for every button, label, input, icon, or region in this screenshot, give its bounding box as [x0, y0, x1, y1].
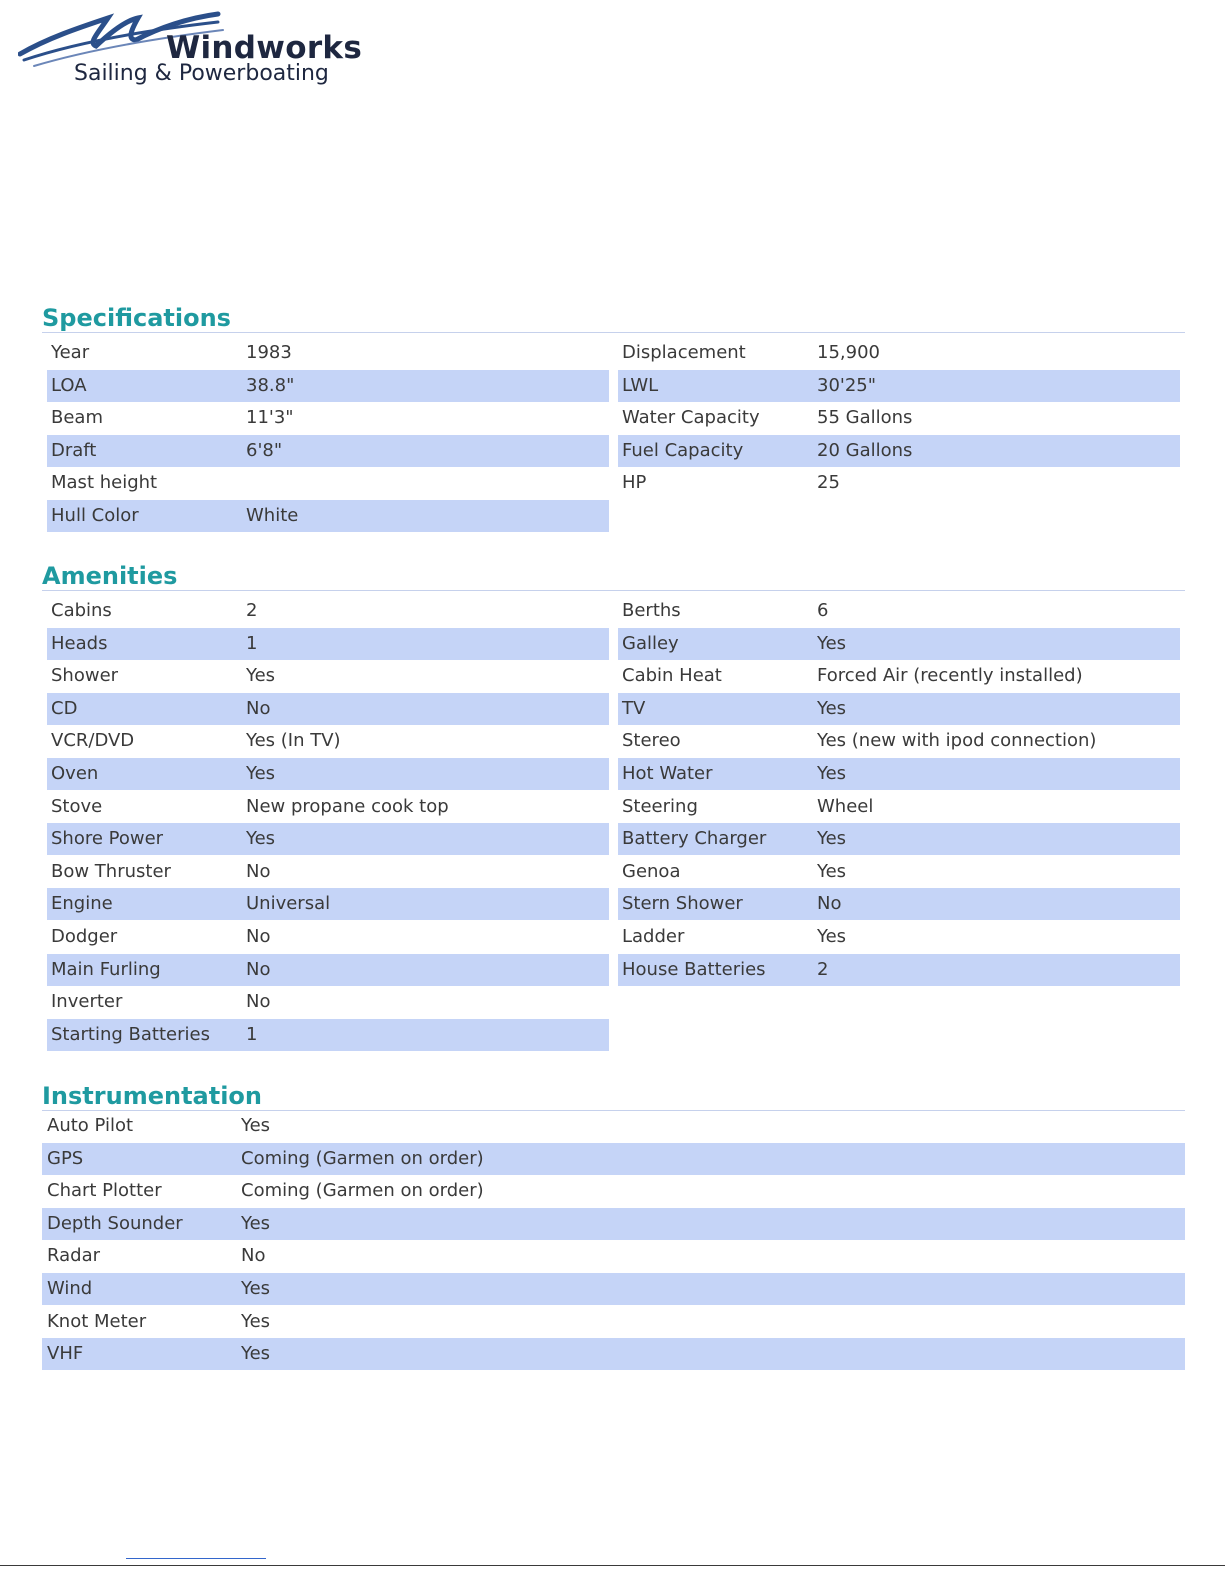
- row-label: Year: [51, 342, 90, 363]
- logo-name: Windworks: [166, 30, 363, 66]
- row-value: Yes: [246, 828, 276, 850]
- row-value: No: [246, 926, 271, 947]
- table-row: [618, 856, 1180, 888]
- row-label: Radar: [47, 1245, 100, 1267]
- row-value: Yes: [241, 1343, 271, 1365]
- table-row: [47, 856, 609, 888]
- table-row: [42, 1143, 1185, 1175]
- table-row: [47, 791, 609, 823]
- row-value: Coming (Garmen on order): [241, 1180, 484, 1202]
- row-value: Yes: [817, 632, 847, 654]
- row-label: Battery Charger: [622, 828, 767, 850]
- table-row: [618, 402, 1180, 434]
- table-row: [47, 1019, 609, 1051]
- table-row: [47, 467, 609, 499]
- table-row: [618, 660, 1180, 692]
- row-value: No: [241, 1245, 266, 1267]
- row-label: Oven: [51, 763, 99, 784]
- row-value: 2: [246, 600, 258, 621]
- row-label: Shower: [51, 665, 119, 687]
- row-label: Dodger: [51, 926, 118, 947]
- row-label: Water Capacity: [622, 407, 760, 429]
- row-label: Hull Color: [51, 505, 139, 526]
- row-label: Chart Plotter: [47, 1180, 162, 1202]
- table-row: [618, 467, 1180, 499]
- table-row: [47, 500, 609, 532]
- row-value: Yes: [817, 828, 847, 850]
- table-row: [618, 595, 1180, 627]
- row-value: Yes (new with ipod connection): [817, 730, 1097, 752]
- row-label: VHF: [47, 1343, 84, 1365]
- amenities-heading: Amenities: [42, 563, 1185, 591]
- table-row: [618, 628, 1180, 660]
- row-value: Yes: [241, 1212, 271, 1234]
- row-label: GPS: [47, 1147, 84, 1169]
- row-label: Shore Power: [51, 828, 164, 850]
- row-value: Yes: [246, 763, 276, 784]
- table-row: [618, 888, 1180, 920]
- row-label: Ladder: [622, 926, 685, 947]
- table-row: [47, 986, 609, 1018]
- row-label: VCR/DVD: [51, 730, 135, 752]
- table-row: [47, 693, 609, 725]
- row-label: Inverter: [51, 991, 123, 1013]
- table-row: [42, 1240, 1185, 1272]
- row-label: TV: [622, 697, 646, 719]
- row-value: 6: [817, 600, 829, 621]
- row-value: 30'25": [817, 374, 877, 396]
- row-label: Berths: [622, 600, 681, 621]
- row-value: 38.8": [246, 374, 295, 396]
- row-value: Yes: [241, 1310, 271, 1332]
- table-row: [618, 954, 1180, 986]
- row-label: Draft: [51, 439, 97, 461]
- row-value: 15,900: [817, 342, 880, 363]
- table-row: [47, 402, 609, 434]
- table-row: [47, 888, 609, 920]
- table-row: [618, 693, 1180, 725]
- row-value: Yes: [817, 926, 847, 947]
- table-row: [618, 791, 1180, 823]
- row-label: Depth Sounder: [47, 1212, 183, 1234]
- row-value: 2: [817, 958, 829, 980]
- row-label: Engine: [51, 893, 113, 915]
- row-value: 6'8": [246, 439, 283, 461]
- row-value: New propane cook top: [246, 795, 449, 817]
- row-label: Steering: [622, 795, 698, 817]
- table-row: [47, 823, 609, 855]
- table-row: [47, 370, 609, 402]
- table-row: [42, 1175, 1185, 1207]
- table-row: [42, 1273, 1185, 1305]
- table-row: [618, 758, 1180, 790]
- row-value: No: [246, 860, 271, 882]
- row-label: LWL: [622, 374, 659, 396]
- row-label: Wind: [47, 1278, 93, 1299]
- instrumentation-heading: Instrumentation: [42, 1083, 1185, 1111]
- row-value: 20 Gallons: [817, 439, 913, 461]
- table-row: [618, 823, 1180, 855]
- row-value: 25: [817, 472, 840, 494]
- row-value: Wheel: [817, 795, 874, 817]
- footer-link-underline[interactable]: [126, 1558, 266, 1559]
- table-row: [47, 921, 609, 953]
- logo-tagline: Sailing & Powerboating: [74, 61, 329, 86]
- row-value: 1: [246, 632, 258, 654]
- row-label: Displacement: [622, 342, 746, 363]
- row-value: Universal: [246, 893, 331, 915]
- row-value: 1983: [246, 342, 292, 363]
- row-value: Yes: [246, 665, 276, 687]
- table-row: [618, 370, 1180, 402]
- row-value: Yes: [817, 763, 847, 784]
- row-value: No: [246, 958, 271, 980]
- row-value: Yes (In TV): [246, 730, 341, 752]
- table-row: [42, 1208, 1185, 1240]
- table-row: [47, 725, 609, 757]
- row-label: Main Furling: [51, 958, 161, 980]
- row-value: 11'3": [246, 407, 294, 429]
- table-row: [42, 1306, 1185, 1338]
- table-row: [47, 660, 609, 692]
- table-row: [618, 435, 1180, 467]
- row-label: Fuel Capacity: [622, 439, 744, 461]
- row-value: No: [246, 991, 271, 1013]
- table-row: [42, 1110, 1185, 1142]
- table-row: [47, 758, 609, 790]
- row-label: Bow Thruster: [51, 860, 171, 882]
- row-label: Stern Shower: [622, 893, 743, 915]
- row-value: No: [246, 697, 271, 719]
- row-label: House Batteries: [622, 958, 766, 980]
- row-value: Yes: [241, 1115, 271, 1136]
- row-value: Yes: [817, 860, 847, 882]
- table-row: [42, 1338, 1185, 1370]
- table-row: [618, 921, 1180, 953]
- row-label: Stereo: [622, 730, 681, 752]
- row-label: Genoa: [622, 860, 681, 882]
- table-row: [618, 337, 1180, 369]
- row-value: Forced Air (recently installed): [817, 665, 1083, 687]
- windworks-logo: [18, 8, 363, 90]
- row-label: Stove: [51, 795, 103, 817]
- table-row: [47, 595, 609, 627]
- row-label: CD: [51, 697, 78, 719]
- row-value: Yes: [817, 697, 847, 719]
- row-value: Coming (Garmen on order): [241, 1147, 484, 1169]
- row-label: Mast height: [51, 472, 158, 494]
- row-label: Cabins: [51, 600, 112, 621]
- row-label: LOA: [51, 374, 87, 396]
- table-row: [47, 628, 609, 660]
- row-label: Heads: [51, 632, 108, 654]
- row-label: Starting Batteries: [51, 1023, 210, 1045]
- row-value: No: [817, 893, 842, 915]
- specifications-heading: Specifications: [42, 305, 1185, 333]
- row-label: Hot Water: [622, 763, 713, 784]
- row-label: Galley: [622, 632, 679, 654]
- footer-divider: [0, 1565, 1225, 1566]
- row-value: 55 Gallons: [817, 407, 913, 429]
- row-label: Auto Pilot: [47, 1115, 134, 1136]
- row-label: HP: [622, 472, 647, 494]
- table-row: [618, 725, 1180, 757]
- table-row: [47, 954, 609, 986]
- table-row: [47, 435, 609, 467]
- row-label: Cabin Heat: [622, 665, 722, 687]
- row-value: White: [246, 505, 299, 526]
- row-value: Yes: [241, 1278, 271, 1299]
- table-row: [47, 337, 609, 369]
- row-label: Beam: [51, 407, 103, 429]
- row-value: 1: [246, 1023, 258, 1045]
- row-label: Knot Meter: [47, 1310, 147, 1332]
